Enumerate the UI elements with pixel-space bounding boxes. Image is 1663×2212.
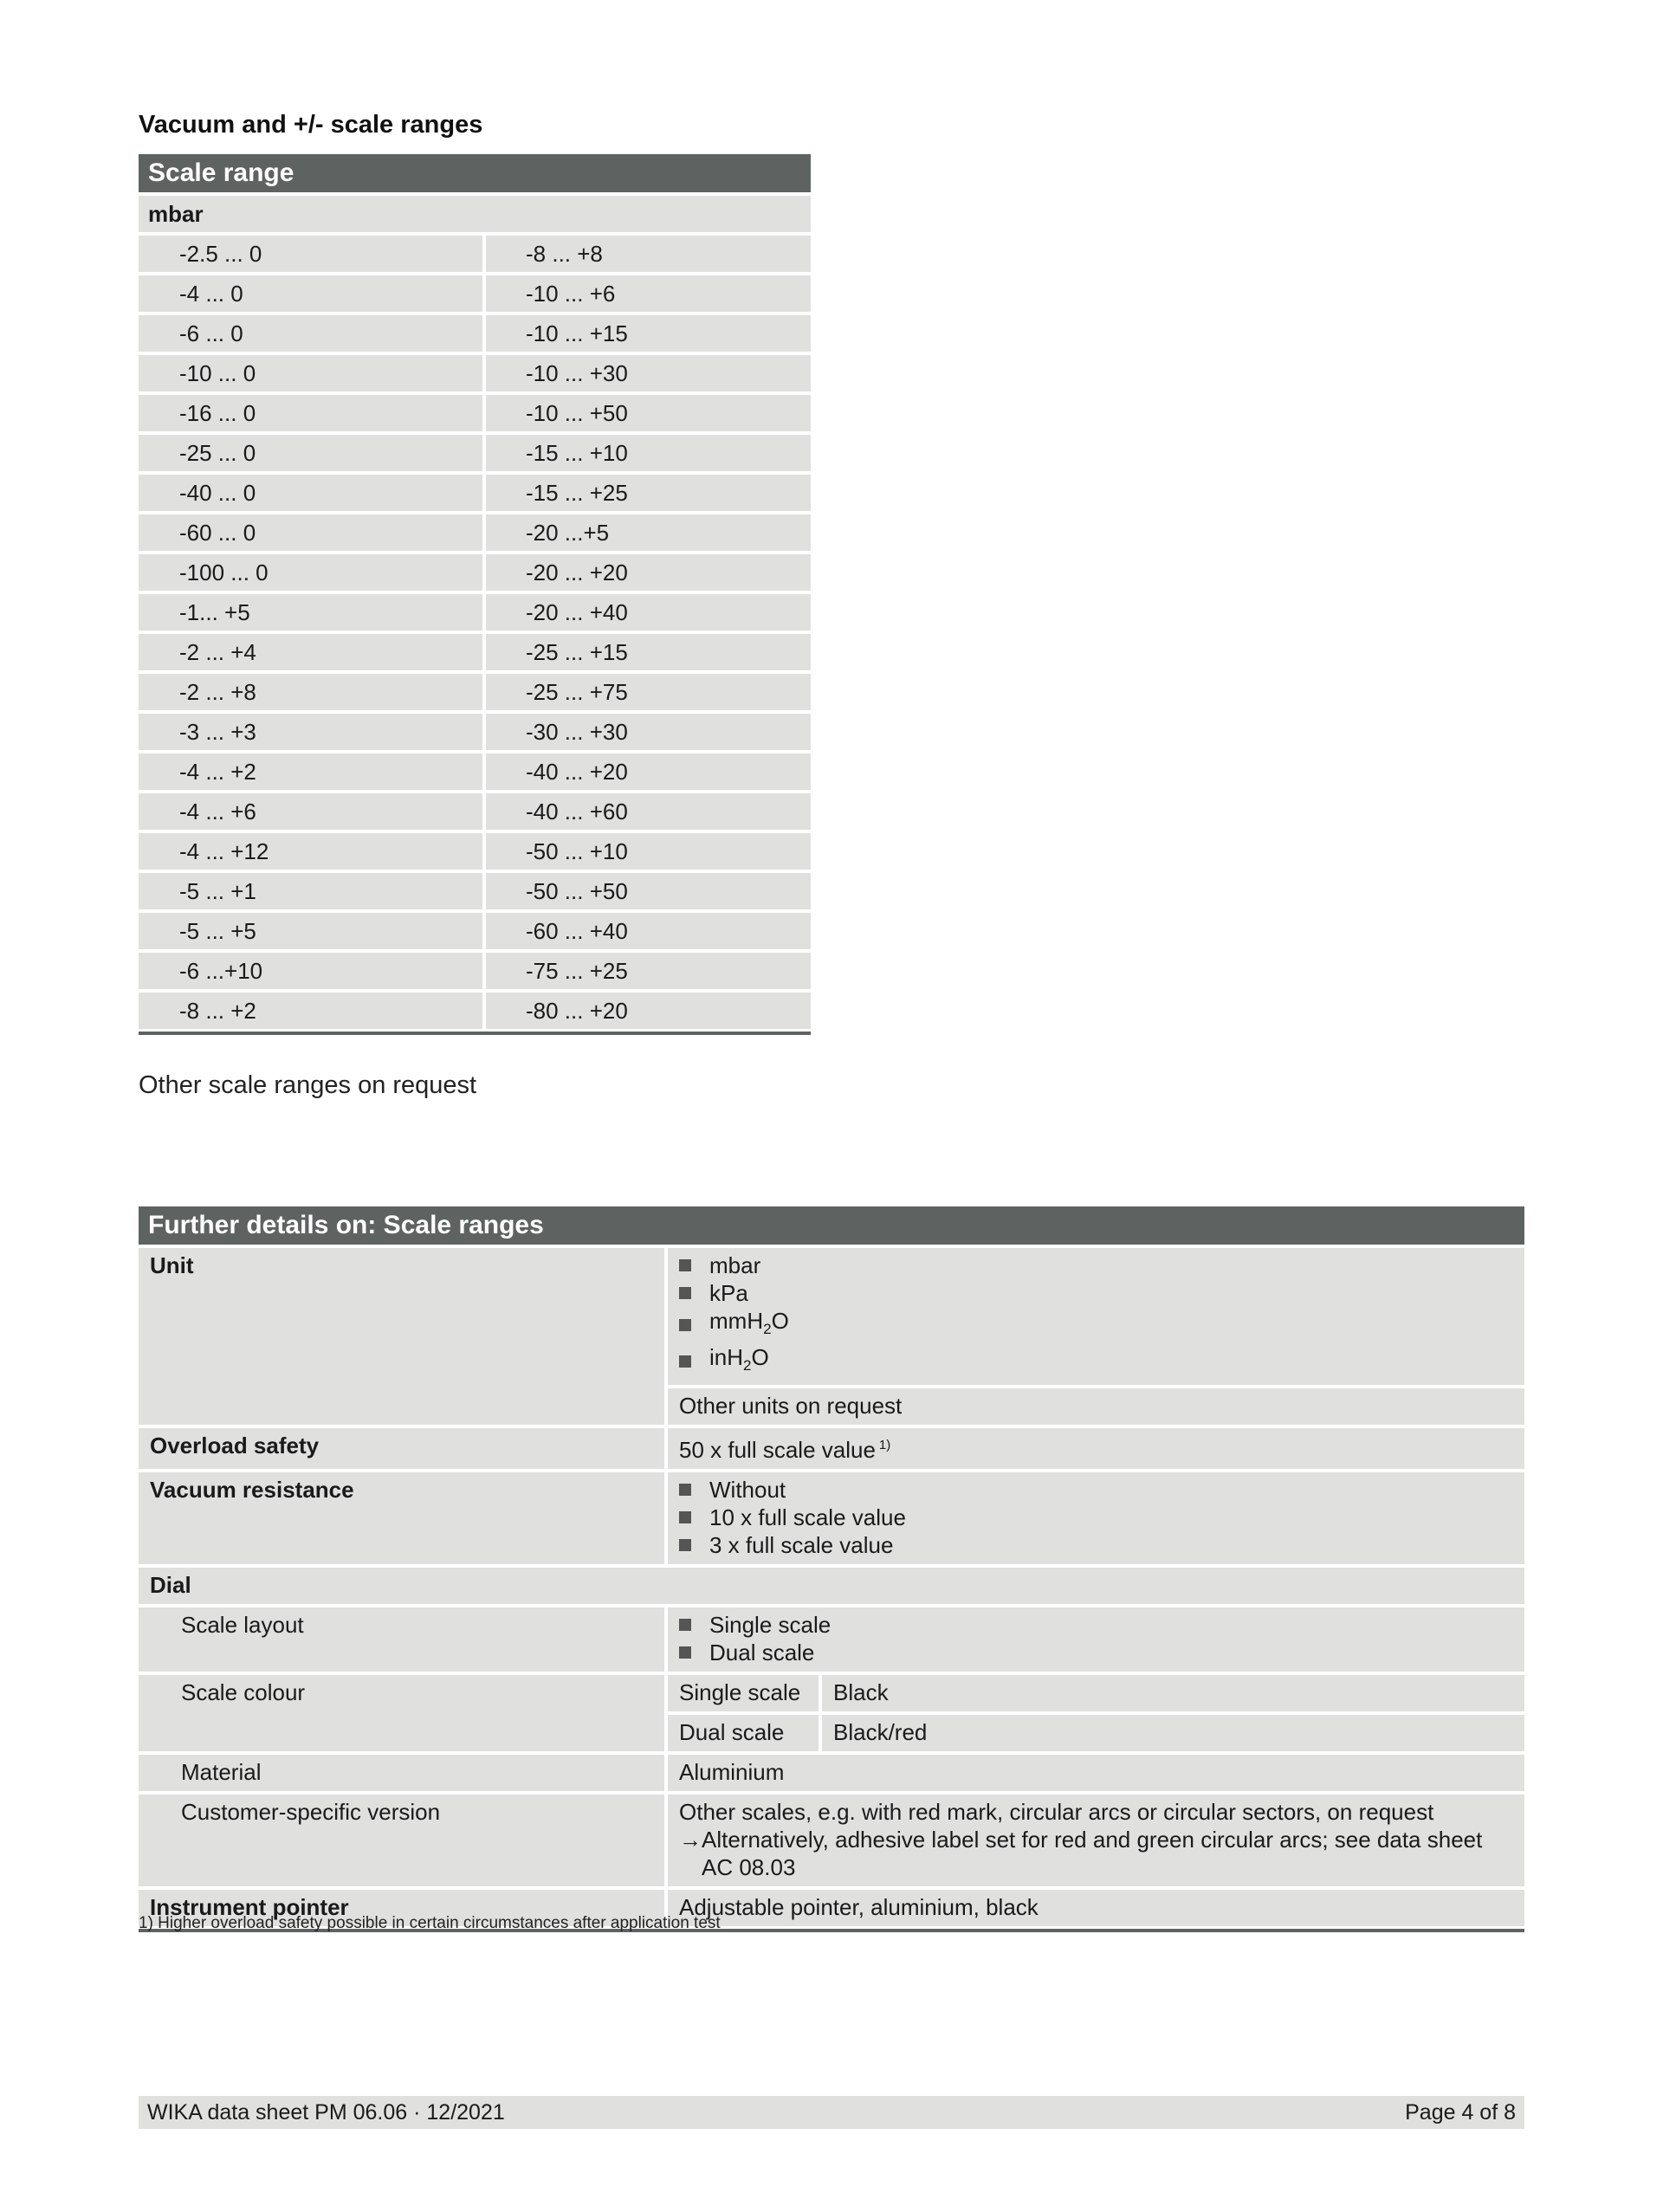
range-cell: -80 ... +20	[486, 993, 811, 1029]
scale-colour-single: Single scale Black	[668, 1675, 1524, 1711]
range-cell: -30 ... +30	[486, 714, 811, 750]
arrow-right-icon: →	[679, 1827, 702, 1853]
table-row	[139, 315, 811, 352]
custom-version-value: Other scales, e.g. with red mark, circular arcs or circular sectors, on request → Alternatively, adhesive label set for red and green circular arcs; see data sheet AC 08.03	[668, 1795, 1524, 1886]
scale-layout-options: Single scale Dual scale	[668, 1607, 1524, 1672]
range-cell: -40 ... +60	[486, 793, 811, 830]
range-cell: -40 ... 0	[139, 475, 482, 511]
footer-page-number: Page 4 of 8	[1405, 2100, 1516, 2125]
table-row	[139, 714, 811, 750]
bullet-icon	[679, 1355, 691, 1368]
unit-options: mbar kPa mmH$_2$O inH$_2$O	[668, 1248, 1524, 1385]
range-cell: -60 ... 0	[139, 514, 482, 551]
bullet-icon	[679, 1646, 691, 1659]
range-cell: -100 ... 0	[139, 554, 482, 591]
range-cell: -8 ... +2	[139, 993, 482, 1029]
table-row	[139, 275, 811, 312]
range-cell: -10 ... +6	[486, 275, 811, 312]
range-cell: -10 ... +50	[486, 395, 811, 431]
unit-label: Unit	[139, 1248, 664, 1425]
footnote: 1) Higher overload safety possible in certain circumstances after application test	[139, 1914, 721, 1932]
range-cell: -50 ... +10	[486, 833, 811, 870]
scale-range-table	[139, 154, 811, 1035]
overload-value: 50 x full scale value $^{1)}$	[668, 1428, 1524, 1469]
range-cell: -15 ... +10	[486, 435, 811, 471]
table-row	[139, 674, 811, 710]
scale-note: Other scale ranges on request	[139, 1071, 477, 1099]
table-row	[139, 634, 811, 670]
range-cell: -4 ... +6	[139, 793, 482, 830]
custom-version-row	[139, 1795, 1524, 1886]
page-footer	[139, 2096, 1524, 2129]
footnote-ref: 1)	[878, 1438, 891, 1452]
footer-doc-id: WIKA data sheet PM 06.06 · 12/2021	[147, 2100, 505, 2125]
bullet-icon	[679, 1287, 691, 1299]
bullet-icon	[679, 1539, 691, 1551]
table-row	[139, 514, 811, 551]
table-row	[139, 953, 811, 989]
scale-layout-row	[139, 1607, 1524, 1672]
pointer-label: Instrument pointer	[139, 1890, 664, 1926]
dial-row	[139, 1568, 1524, 1604]
table-row	[139, 873, 811, 909]
range-cell: -8 ... +8	[486, 236, 811, 272]
range-cell: -1... +5	[139, 594, 482, 631]
range-cell: -16 ... 0	[139, 395, 482, 431]
range-cell: -10 ... +30	[486, 355, 811, 391]
table-row	[139, 395, 811, 431]
scale-range-unit: mbar	[139, 196, 811, 232]
table-row	[139, 913, 811, 949]
overload-label: Overload safety	[139, 1428, 664, 1469]
further-details-table	[139, 1206, 1524, 1932]
range-cell: -40 ... +20	[486, 754, 811, 790]
table-row	[139, 793, 811, 830]
range-cell: -75 ... +25	[486, 953, 811, 989]
range-cell: -20 ...+5	[486, 514, 811, 551]
vacuum-options: Without 10 x full scale value 3 x full scale value	[668, 1472, 1524, 1564]
table-row	[139, 833, 811, 870]
table-row	[139, 754, 811, 790]
range-cell: -60 ... +40	[486, 913, 811, 949]
scale-range-rows	[139, 236, 811, 1029]
range-cell: -25 ... 0	[139, 435, 482, 471]
scale-colour-row	[139, 1675, 1524, 1751]
range-cell: -25 ... +75	[486, 674, 811, 710]
units-other: Other units on request	[668, 1388, 1524, 1425]
range-cell: -15 ... +25	[486, 475, 811, 511]
range-cell: -5 ... +5	[139, 913, 482, 949]
custom-version-label: Customer-specific version	[139, 1795, 664, 1886]
range-cell: -50 ... +50	[486, 873, 811, 909]
range-cell: -4 ... +12	[139, 833, 482, 870]
scale-layout-label: Scale layout	[139, 1607, 664, 1672]
range-cell: -5 ... +1	[139, 873, 482, 909]
section-title: Vacuum and +/- scale ranges	[139, 111, 483, 139]
pointer-value: Adjustable pointer, aluminium, black	[668, 1890, 1524, 1926]
table-bottom-rule	[139, 1032, 811, 1035]
range-cell: -10 ... 0	[139, 355, 482, 391]
range-cell: -2 ... +8	[139, 674, 482, 710]
vacuum-row	[139, 1472, 1524, 1564]
further-details-header: Further details on: Scale ranges	[139, 1206, 1524, 1245]
table-row	[139, 475, 811, 511]
range-cell: -4 ... +2	[139, 754, 482, 790]
bullet-icon	[679, 1511, 691, 1523]
material-value: Aluminium	[668, 1755, 1524, 1791]
dial-label: Dial	[139, 1568, 1524, 1604]
scale-colour-label: Scale colour	[139, 1675, 664, 1751]
table-row	[139, 993, 811, 1029]
table-row	[139, 355, 811, 391]
material-row	[139, 1755, 1524, 1791]
range-cell: -4 ... 0	[139, 275, 482, 312]
range-cell: -10 ... +15	[486, 315, 811, 352]
range-cell: -3 ... +3	[139, 714, 482, 750]
bullet-icon	[679, 1319, 691, 1331]
unit-row	[139, 1248, 1524, 1425]
range-cell: -2.5 ... 0	[139, 236, 482, 272]
material-label: Material	[139, 1755, 664, 1791]
table-row	[139, 594, 811, 631]
range-cell: -6 ... 0	[139, 315, 482, 352]
range-cell: -6 ...+10	[139, 953, 482, 989]
bullet-icon	[679, 1619, 691, 1631]
bullet-icon	[679, 1484, 691, 1496]
table-row	[139, 435, 811, 471]
range-cell: -25 ... +15	[486, 634, 811, 670]
scale-range-header: Scale range	[139, 154, 811, 192]
bullet-icon	[679, 1259, 691, 1271]
vacuum-label: Vacuum resistance	[139, 1472, 664, 1564]
scale-colour-dual: Dual scale Black/red	[668, 1715, 1524, 1751]
range-cell: -20 ... +40	[486, 594, 811, 631]
table-row	[139, 236, 811, 272]
range-cell: -2 ... +4	[139, 634, 482, 670]
range-cell: -20 ... +20	[486, 554, 811, 591]
overload-row	[139, 1428, 1524, 1469]
table-row	[139, 554, 811, 591]
